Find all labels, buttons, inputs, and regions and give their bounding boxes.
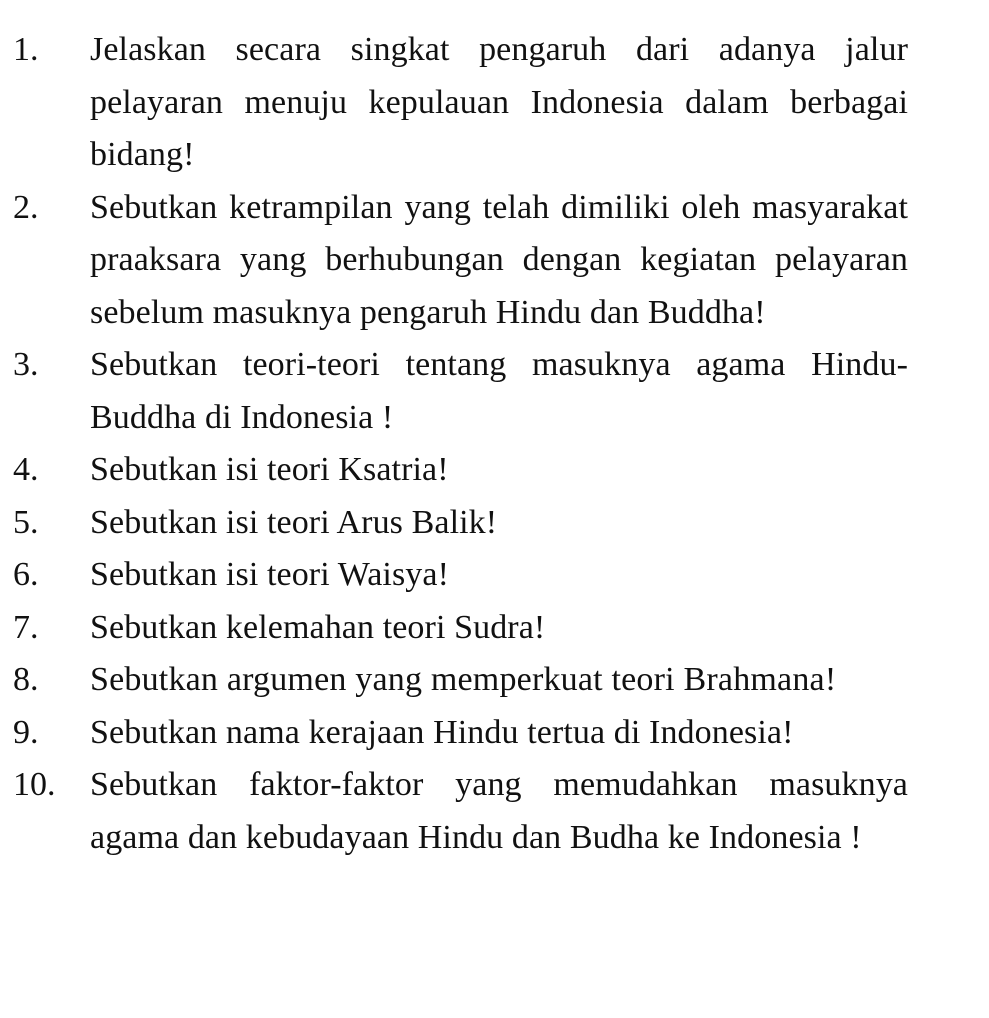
question-text: Sebutkan isi teori Ksatria! (90, 451, 449, 488)
question-number: 7. (13, 608, 39, 646)
question-list (0, 24, 989, 864)
question-number: 9. (13, 713, 39, 751)
question-item-4 (0, 444, 989, 497)
question-item-8 (0, 654, 989, 707)
question-item-2 (0, 182, 989, 340)
question-number: 6. (13, 556, 39, 593)
question-text: Sebutkan isi teori Waisya! (90, 556, 450, 593)
question-text: Sebutkan faktor-faktor yang memudahkan masuknya agama dan kebudayaan Hindu dan Budha ke Indonesia ! (90, 766, 908, 856)
question-number: 5. (13, 503, 39, 541)
question-number: 4. (13, 451, 39, 488)
question-text: Jelaskan secara singkat pengaruh dari adanya jalur pelayaran menuju kepulauan Indonesia dalam berbagai bidang! (90, 31, 908, 173)
question-text: Sebutkan isi teori Arus Balik! (90, 503, 498, 541)
question-text: Sebutkan nama kerajaan Hindu tertua di Indonesia! (90, 713, 794, 751)
question-item-10 (0, 759, 989, 864)
question-item-7 (0, 602, 989, 655)
question-text: Sebutkan teori-teori tentang masuknya agama Hindu-Buddha di Indonesia ! (90, 346, 908, 436)
question-item-6 (0, 549, 989, 602)
question-number: 8. (13, 661, 39, 698)
question-item-5 (0, 497, 989, 550)
question-item-3 (0, 339, 989, 444)
question-number: 3. (13, 346, 39, 383)
question-text: Sebutkan ketrampilan yang telah dimiliki oleh masyarakat praaksara yang berhubungan dengan kegiatan pelayaran sebelum masuknya pengaruh Hindu dan Buddha! (90, 188, 908, 331)
question-text: Sebutkan argumen yang memperkuat teori Brahmana! (90, 661, 837, 698)
question-item-1 (0, 24, 989, 182)
question-item-9 (0, 707, 989, 760)
question-number: 2. (13, 188, 39, 226)
question-number: 10. (13, 766, 56, 803)
question-number: 1. (13, 31, 39, 68)
question-text: Sebutkan kelemahan teori Sudra! (90, 608, 546, 646)
